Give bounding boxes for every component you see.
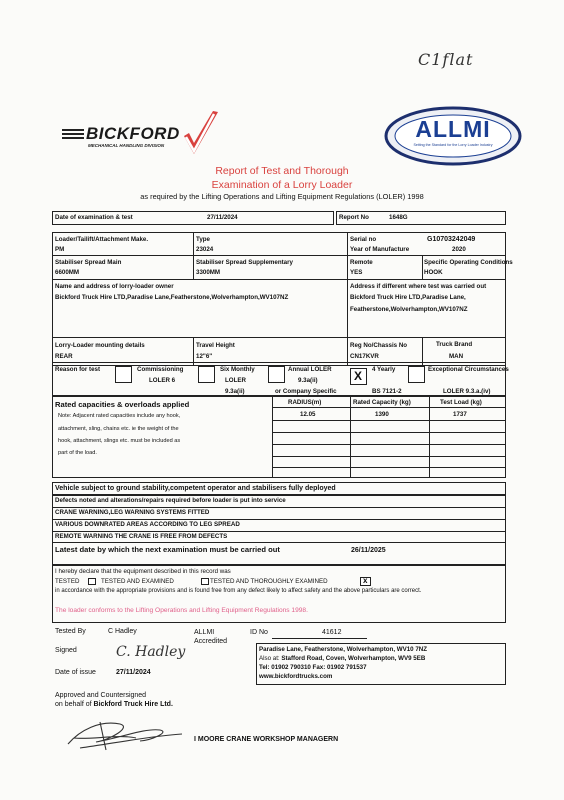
next-exam-label: Latest date by which the next examination must be carried out <box>55 545 280 554</box>
reason-label: Reason for test <box>55 366 101 373</box>
declaration-line-3: in accordance with the appropriate provisions and is found free from any defect likely to affect safety and the above particulars are correct. <box>55 588 422 594</box>
type-label: Type <box>196 236 210 243</box>
defects-line-3: REMOTE WARNING THE CRANE IS FREE FROM DEFECTS <box>55 533 228 540</box>
alt-address-line-2: Featherstone,Wolverhampton,WV107NZ <box>350 306 468 313</box>
defects-box <box>52 495 506 565</box>
thoroughly-mark: x <box>363 576 368 585</box>
logo-stripes <box>62 129 84 139</box>
signed-label: Signed <box>55 647 77 654</box>
checkmark-icon <box>180 110 220 158</box>
declaration-tested: TESTED <box>55 578 80 585</box>
allmi-accredited-1: ALLMI <box>194 629 215 636</box>
contact-line-1: Paradise Lane, Featherstone, Wolverhampton, WV10 7NZ <box>259 646 428 653</box>
countersignature <box>60 710 190 755</box>
conform-statement: The loader conforms to the Lifting Operations and Lifting Equipment Regulations 1998. <box>55 607 308 614</box>
handwritten-annotation: C1flat <box>418 50 474 69</box>
declaration-thoroughly: TESTED AND THOROUGHLY EXAMINED <box>210 578 328 585</box>
commissioning-checkbox[interactable] <box>115 366 132 383</box>
date-label: Date of examination & test <box>55 214 133 221</box>
make-value: PM <box>55 246 65 253</box>
manager-name: I MOORE CRANE WORKSHOP MANAGERN <box>194 736 339 743</box>
title-line-3: as required by the Lifting Operations and Lifting Equipment Regulations (LOLER) 1998 <box>140 192 424 201</box>
stability-text: Vehicle subject to ground stability,competent operator and stabilisers fully deployed <box>55 485 336 492</box>
alt-address-label: Address if different where test was carried out <box>350 283 487 290</box>
tested-examined-checkbox[interactable] <box>201 578 209 585</box>
note-line-1: Note: Adjacent rated capacities include any hook, <box>58 413 181 419</box>
year-label: Year of Manufacture <box>350 246 410 253</box>
signature: C. Hadley <box>116 644 186 660</box>
travel-label: Travel Height <box>196 342 235 349</box>
mounting-label: Lorry-Loader mounting details <box>55 342 145 349</box>
remote-label: Remote <box>350 259 373 266</box>
approved-line-1: Approved and Countersigned <box>55 692 147 699</box>
note-line-3: hook, attachment, slings etc. must be included as <box>58 438 181 444</box>
id-value: 41612 <box>322 629 342 636</box>
four-yearly-mark: X <box>354 369 363 383</box>
logo-brand: BICKFORD <box>86 124 180 143</box>
annual-label-3: or Company Specific <box>275 388 337 395</box>
tested-by-label: Tested By <box>55 628 86 635</box>
type-value: 23024 <box>196 246 214 253</box>
contact-line-4: www.bickfordtrucks.com <box>259 673 333 680</box>
remote-value: YES <box>350 269 363 276</box>
col-testload: Test Load (kg) <box>440 399 482 406</box>
report-label: Report No <box>339 214 369 221</box>
six-monthly-label-1: Six Monthly <box>220 366 255 373</box>
four-yearly-label-1: 4 Yearly <box>372 366 396 373</box>
annual-checkbox[interactable] <box>268 366 285 383</box>
serial-value: G10703242049 <box>427 236 476 243</box>
defects-line-1: CRANE WARNING,LEG WARNING SYSTEMS FITTED <box>55 509 210 516</box>
report-value: 1648G <box>389 214 408 221</box>
title-line-1: Report of Test and Thorough <box>215 165 349 177</box>
contact-also-at: Also at: <box>259 655 282 662</box>
exceptional-checkbox[interactable] <box>408 366 425 383</box>
date-value: 27/11/2024 <box>207 214 238 221</box>
contact-also-address: Stafford Road, Coven, Wolverhampton, WV9 5EB <box>281 655 426 662</box>
declaration-tested-examined: TESTED AND EXAMINED <box>101 578 174 585</box>
note-line-4: part of the load. <box>58 450 97 456</box>
brand-value: MAN <box>449 353 464 360</box>
allmi-logo <box>384 106 522 166</box>
contact-line-2 <box>259 655 425 663</box>
specific-value: HOOK <box>424 269 443 276</box>
spread-main-label: Stabiliser Spread Main <box>55 259 122 266</box>
annual-label-1: Annual LOLER <box>288 366 332 373</box>
tested-by-value: C Hadley <box>108 628 137 635</box>
contact-line-3: Tel: 01902 790310 Fax: 01902 791537 <box>259 664 367 671</box>
serial-label: Serial no <box>350 236 377 243</box>
approved-line-2 <box>55 700 173 709</box>
travel-value: 12"6" <box>196 353 213 360</box>
spread-supp-value: 3300MM <box>196 269 221 276</box>
allmi-accredited-2: Accredited <box>194 638 228 645</box>
id-label: ID No <box>250 629 268 636</box>
spread-supp-label: Stabiliser Spread Supplementary <box>196 259 293 266</box>
approved-on-behalf: on behalf of <box>55 701 92 708</box>
reg-value: CN17KVR <box>350 353 379 360</box>
six-monthly-checkbox[interactable] <box>198 366 215 383</box>
bickford-logo <box>62 112 222 158</box>
mounting-value: REAR <box>55 353 73 360</box>
next-exam-value: 26/11/2025 <box>351 547 386 554</box>
capacities-heading: Rated capacities & overloads applied <box>55 400 190 409</box>
six-monthly-label-2: LOLER <box>225 377 246 384</box>
allmi-tagline: Setting the Standard for the Lorry Loader Industry <box>413 143 493 147</box>
declaration-line-1: I hereby declare that the equipment described in this record was <box>55 568 231 575</box>
issue-label: Date of issue <box>55 669 96 676</box>
reg-label: Reg No/Chassis No <box>350 342 408 349</box>
exceptional-label-2: LOLER 9.3.a.(iv) <box>443 388 491 395</box>
tested-checkbox[interactable] <box>88 578 96 585</box>
allmi-text: ALLMI <box>415 116 491 142</box>
make-label: Loader/Tailift/Attachment Make. <box>55 236 149 243</box>
six-monthly-label-3: 9.3a(ii) <box>225 388 245 395</box>
commissioning-label-1: Commissioning <box>137 366 184 373</box>
approved-company: Bickford Truck Hire Ltd. <box>93 701 173 708</box>
alt-address-line-1: Bickford Truck Hire LTD,Paradise Lane, <box>350 294 466 301</box>
logo-division: MECHANICAL HANDLING DIVISION <box>88 143 165 148</box>
four-yearly-label-2: BS 7121-2 <box>372 388 402 395</box>
title-line-2: Examination of a Lorry Loader <box>211 179 353 191</box>
row-testload: 1737 <box>453 411 467 418</box>
owner-value: Bickford Truck Hire LTD,Paradise Lane,Featherstone,Wolverhampton,WV107NZ <box>55 294 289 301</box>
row-radius: 12.05 <box>300 411 316 418</box>
col-capacity: Rated Capacity (kg) <box>353 399 411 406</box>
defects-label: Defects noted and alterations/repairs required before loader is put into service <box>55 497 286 504</box>
commissioning-label-2: LOLER 6 <box>149 377 176 384</box>
owner-label: Name and address of lorry-loader owner <box>55 283 174 290</box>
note-line-2: attachment, sling, chains etc. ie the weight of the <box>58 426 179 432</box>
row-capacity: 1390 <box>375 411 389 418</box>
defects-line-2: VARIOUS DOWNRATED AREAS ACCORDING TO LEG SPREAD <box>55 521 240 528</box>
annual-label-2: 9.3a(ii) <box>298 377 318 384</box>
year-value: 2020 <box>452 246 466 253</box>
spread-main-value: 6600MM <box>55 269 80 276</box>
col-radius: RADIUS(m) <box>288 399 322 406</box>
exceptional-label-1: Exceptional Circumstances <box>428 366 509 373</box>
brand-label: Truck Brand <box>436 341 473 348</box>
issue-value: 27/11/2024 <box>116 669 151 676</box>
specific-label: Specific Operating Conditions <box>424 259 513 266</box>
